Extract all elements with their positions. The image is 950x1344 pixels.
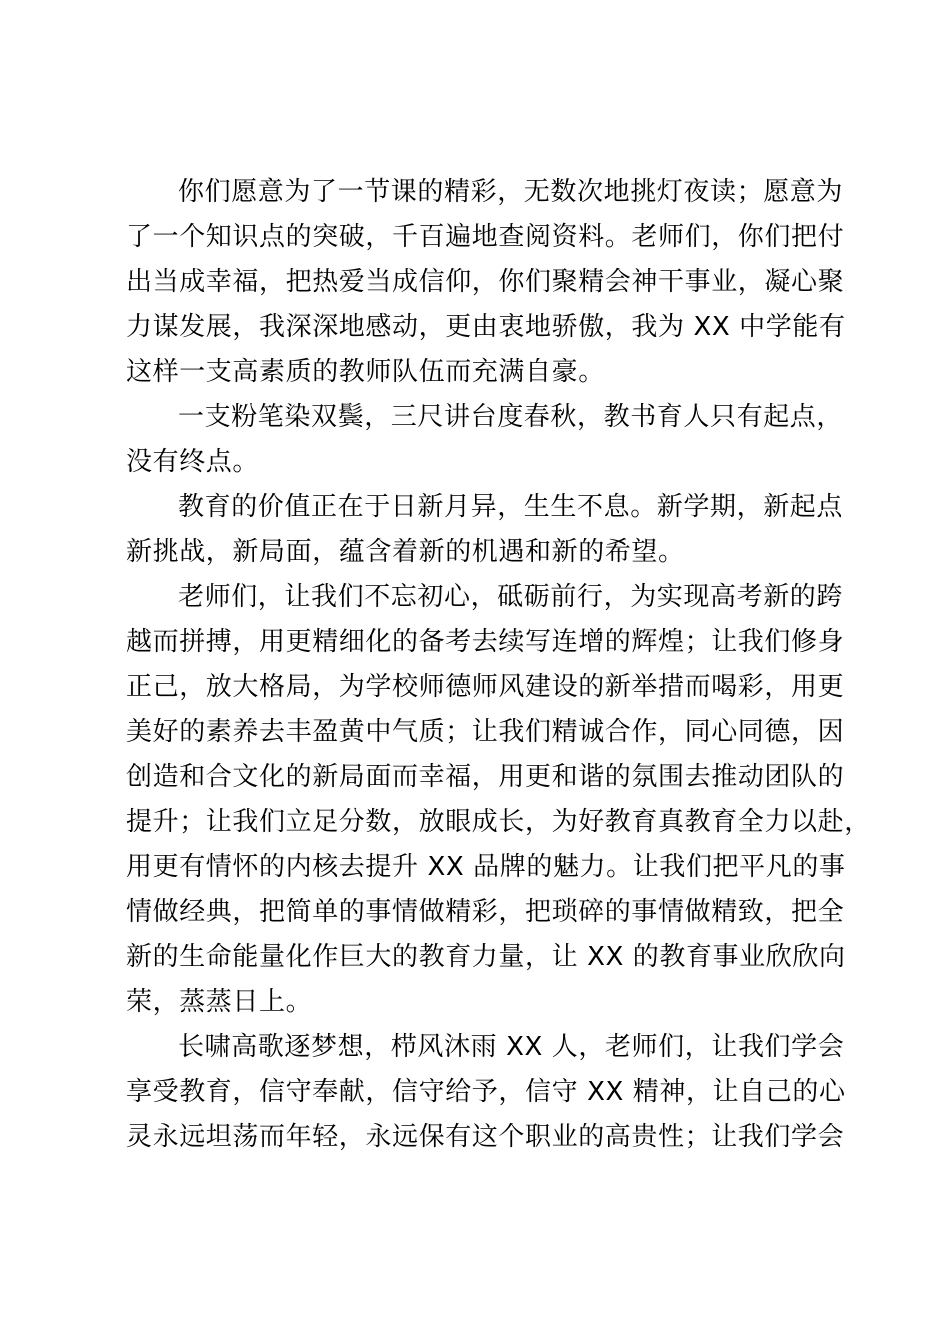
document-body <box>126 170 871 1160</box>
text-line: 了一个知识点的突破，千百遍地查阅资料。老师们，你们把付 <box>126 222 845 252</box>
paragraph-5 <box>126 1025 846 1160</box>
text-line: 灵永远坦荡而年轻，永远保有这个职业的高贵性；让我们学会 <box>126 1122 845 1152</box>
text-line: 情做经典，把简单的事情做精彩，把琐碎的事情做精致，把全 <box>126 897 845 927</box>
text-line: 没有终点。 <box>126 447 260 477</box>
text-line: 出当成幸福，把热爱当成信仰，你们聚精会神干事业，凝心聚 <box>126 267 845 297</box>
text-line: 美好的素养去丰盈黄中气质；让我们精诚合作，同心同德，因 <box>126 717 845 747</box>
text-line: 新挑战，新局面，蕴含着新的机遇和新的希望。 <box>126 537 685 567</box>
text-line: 你们愿意为了一节课的精彩，无数次地挑灯夜读；愿意为 <box>178 177 844 207</box>
text-line: 力谋发展，我深深地感动，更由衷地骄傲，我为 XX 中学能有 <box>126 312 846 342</box>
text-line: 提升；让我们立足分数，放眼成长，为好教育真教育全力以赴， <box>126 807 871 837</box>
text-line: 教育的价值正在于日新月异，生生不息。新学期，新起点 <box>178 492 844 522</box>
paragraph-2 <box>126 395 844 485</box>
text-line: 这样一支高素质的教师队伍而充满自豪。 <box>126 357 605 387</box>
text-line: 正己，放大格局，为学校师德师风建设的新举措而喝彩，用更 <box>126 672 845 702</box>
text-line: 一支粉笔染双鬓，三尺讲台度春秋，教书育人只有起点， <box>178 402 844 432</box>
paragraph-1 <box>126 170 846 395</box>
text-line: 荣，蒸蒸日上。 <box>126 987 313 1017</box>
text-line: 创造和合文化的新局面而幸福，用更和谐的氛围去推动团队的 <box>126 762 845 792</box>
text-line: 越而拼搏，用更精细化的备考去续写连增的辉煌；让我们修身 <box>126 627 845 657</box>
text-line: 新的生命能量化作巨大的教育力量，让 XX 的教育事业欣欣向 <box>126 942 846 972</box>
paragraph-4 <box>126 575 871 1025</box>
paragraph-3 <box>126 485 844 575</box>
text-line: 长啸高歌逐梦想，栉风沐雨 XX 人，老师们，让我们学会 <box>178 1032 845 1062</box>
text-line: 老师们，让我们不忘初心，砥砺前行，为实现高考新的跨 <box>178 582 844 612</box>
text-line: 享受教育，信守奉献，信守给予，信守 XX 精神，让自己的心 <box>126 1077 846 1107</box>
text-line: 用更有情怀的内核去提升 XX 品牌的魅力。让我们把平凡的事 <box>126 852 846 882</box>
